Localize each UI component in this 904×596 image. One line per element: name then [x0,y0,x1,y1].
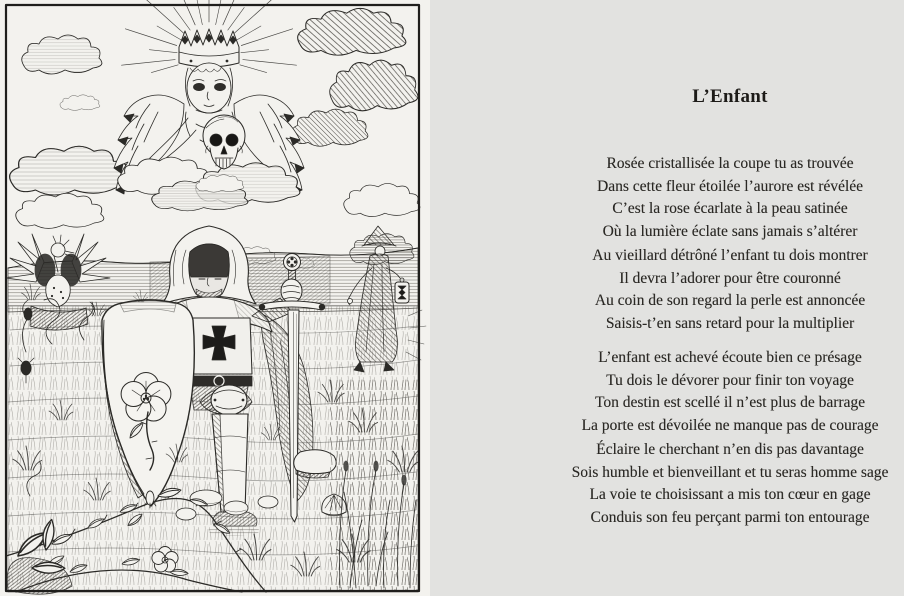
tall-grass-right [330,380,418,590]
poem-stanza [549,245,904,335]
poem-line: L’enfant est achevé écoute bien ce présage [598,349,862,366]
poem-line: Au vieillard détrôné l’enfant tu dois montrer [592,247,868,264]
poem-stanza [549,153,904,243]
poem-line: Il devra l’adorer pour être couronné [619,269,841,287]
poem-line: Saisis-t’en sans retard pour la multiplier [605,314,855,332]
lantern-icon [395,278,409,303]
poem-line: Au coin de son regard la perle est annoncée [594,292,866,309]
poem-stanza [549,347,904,437]
poem-line: Tu dois le dévorer pour finir ton voyage [606,371,854,389]
poem-line: Où la lumière éclate sans jamais s’altérer [602,222,858,240]
knight-belt [186,376,252,386]
poem-line: La voie te choisissant a mis ton cœur en gage [589,486,871,503]
poem-line: Rosée cristallisée la coupe tu as trouvée [606,155,854,172]
engraving-illustration [0,0,430,596]
gauntlet-fist [281,279,302,303]
poem-stanza [549,439,904,529]
poem-line: C’est la rose écarlate à la peau satinée [612,200,848,217]
poem-line: Éclaire le cherchant n’en dis pas davantage [596,441,864,458]
poem-line: Ton destin est scellé il n’est plus de barrage [594,394,866,411]
hood-shadow [189,244,230,277]
child-face [185,63,232,113]
crown-icon [179,29,239,67]
poem-page [430,0,904,596]
skull-icon [203,115,245,169]
poem-line: Sois humble et bienveillant et tu seras homme sage [571,463,889,481]
illustration-page [0,0,430,596]
poem-line: Dans cette fleur étoilée l’aurore est révélée [597,177,863,195]
poem-line: La porte est dévoilée ne manque pas de courage [581,416,879,434]
poem-title: L’Enfant [692,86,768,107]
poem-line: Conduis son feu perçant parmi ton entourage [590,508,870,526]
